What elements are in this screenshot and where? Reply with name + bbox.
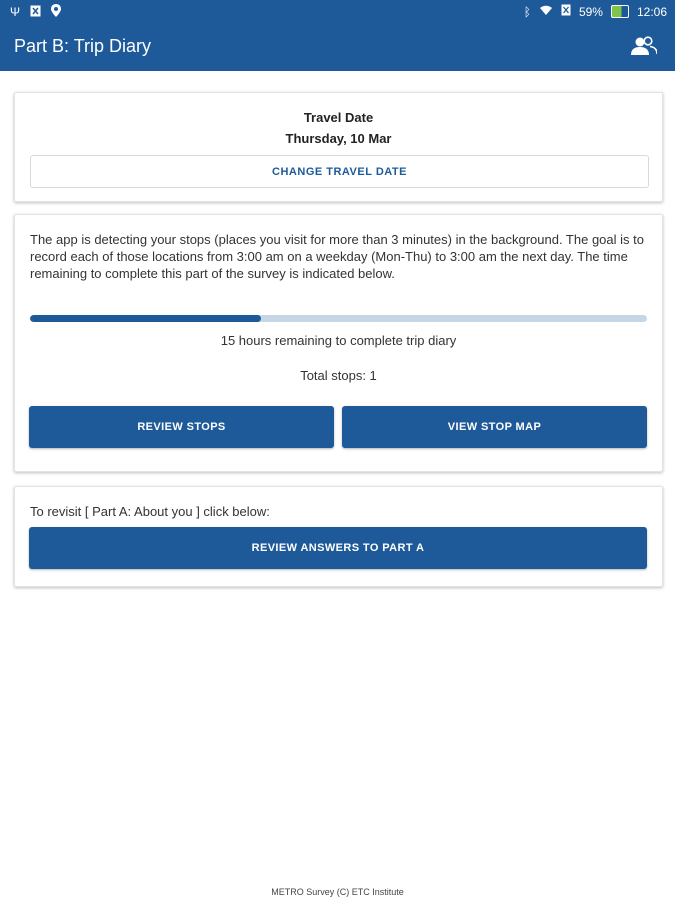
- view-stop-map-button[interactable]: VIEW STOP MAP: [342, 406, 647, 448]
- part-a-prompt: To revisit [ Part A: About you ] click below:: [30, 504, 270, 519]
- progress-fill: [30, 315, 261, 322]
- review-stops-button[interactable]: REVIEW STOPS: [29, 406, 334, 448]
- change-travel-date-button[interactable]: CHANGE TRAVEL DATE: [30, 155, 649, 188]
- battery-icon: [611, 5, 629, 18]
- travel-date-card: [14, 92, 663, 202]
- travel-date-value: Thursday, 10 Mar: [285, 131, 392, 146]
- sim-icon: [561, 4, 571, 19]
- trip-diary-card: [14, 214, 663, 472]
- part-a-card: [14, 486, 663, 587]
- people-icon[interactable]: [631, 36, 657, 56]
- footer-copyright: METRO Survey (C) ETC Institute: [271, 887, 404, 897]
- status-time: 12:06: [636, 4, 667, 19]
- notification-icon: [30, 5, 41, 20]
- location-icon: [51, 4, 61, 20]
- bluetooth-icon: ᛒ: [523, 4, 531, 19]
- review-part-a-button[interactable]: REVIEW ANSWERS TO PART A: [29, 527, 647, 569]
- wifi-icon: [539, 4, 553, 19]
- status-bar: [0, 0, 675, 24]
- battery-percent: 59%: [578, 4, 603, 19]
- diary-description: The app is detecting your stops (places you visit for more than 3 minutes) in the background. The goal is to record each of those locations from 3:00 am on a weekday (Mon-Thu) to 3:00 am the next day. The time remaining to complete this part of the survey is indicated below.: [30, 232, 644, 281]
- total-stops-text: Total stops: 1: [300, 368, 377, 383]
- travel-date-label: Travel Date: [303, 110, 374, 125]
- progress-bar: [30, 315, 647, 322]
- app-header: [0, 0, 675, 71]
- usb-icon: Ψ: [10, 5, 21, 19]
- page-title: Part B: Trip Diary: [14, 36, 152, 56]
- remaining-time-text: 15 hours remaining to complete trip diary: [220, 333, 457, 348]
